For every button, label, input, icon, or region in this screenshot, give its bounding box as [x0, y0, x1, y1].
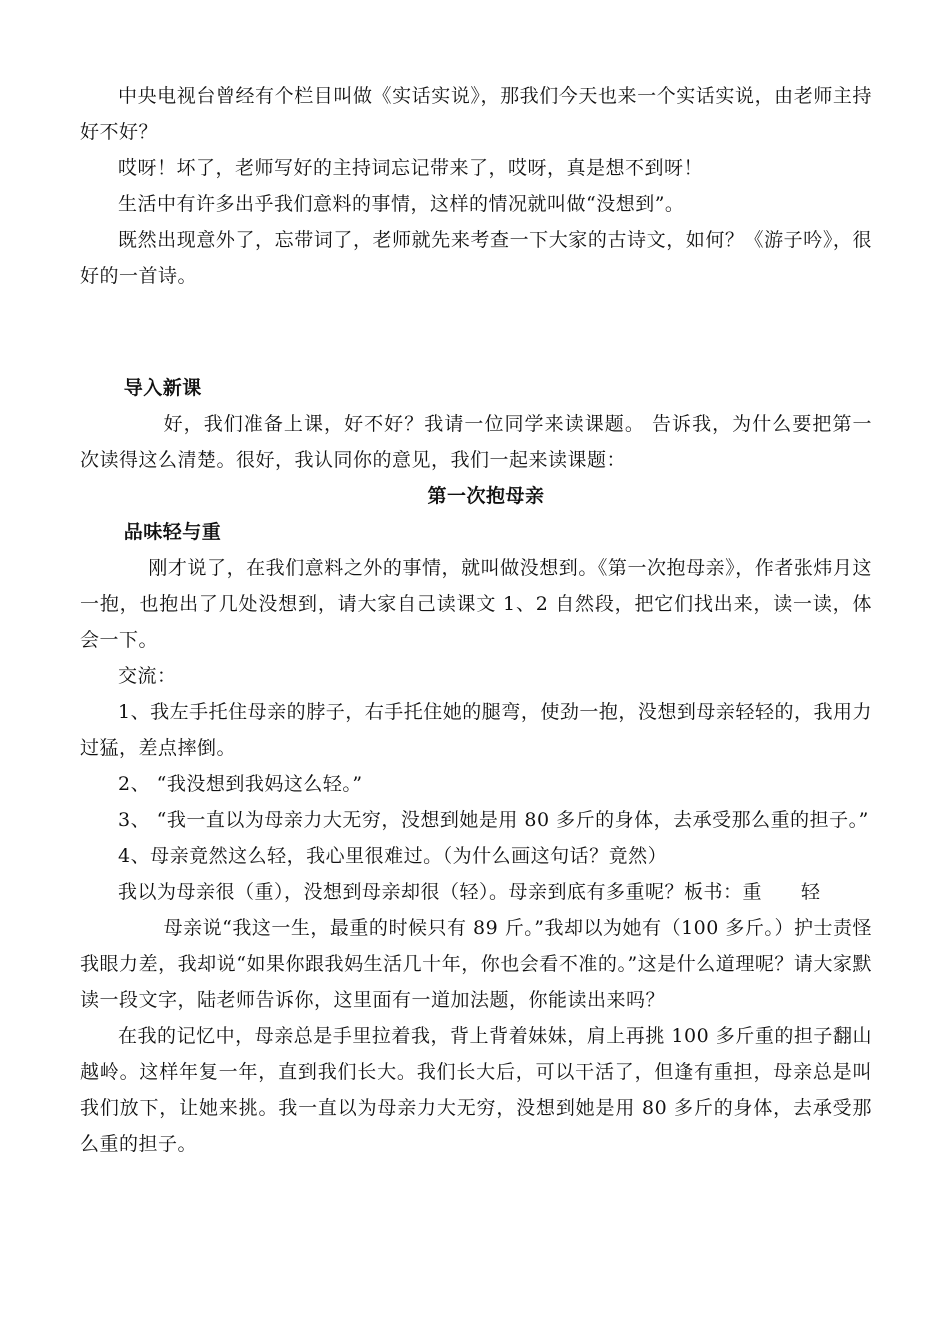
section1-paragraph: 好，我们准备上课，好不好？我请一位同学来读课题。 告诉我，为什么要把第一次读得这么清楚。很好，我认同你的意见，我们一起来读课题： [80, 413, 872, 471]
lesson-title: 第一次抱母亲 [427, 485, 545, 507]
intro-paragraph-1: 中央电视台曾经有个栏目叫做《实话实说》，那我们今天也来一个实话实说，由老师主持好不好？ [80, 85, 872, 143]
section-heading-intro: 导入新课 [123, 377, 202, 399]
section2-paragraph-1: 刚才说了，在我们意料之外的事情，就叫做没想到。《第一次抱母亲》，作者张炜月这一抱，也抱出了几处没想到，请大家自己读课文 1、2 自然段，把它们找出来，读一读，体会一下。 [80, 557, 872, 651]
section2-paragraph-3: 1、我左手托住母亲的脖子，右手托住她的腿弯，使劲一抱，没想到母亲轻轻的，我用力过猛，差点摔倒。 [80, 701, 872, 759]
section-spacer [80, 294, 872, 370]
section2-paragraph-8: 母亲说“我这一生，最重的时候只有 89 斤。”我却以为她有（100 多斤。）护士责怪我眼力差，我却说“如果你跟我妈生活几十年，你也会看不准的。”这是什么道理呢？请大家默读一段文字，陆老师告诉你，这里面有一道加法题，你能读出来吗？ [80, 917, 872, 1011]
intro-paragraph-3: 生活中有许多出乎我们意料的事情，这样的情况就叫做“没想到”。 [118, 193, 685, 215]
section2-paragraph-7: 我以为母亲很（重），没想到母亲却很（轻）。母亲到底有多重呢？板书：重 轻 [118, 881, 821, 903]
intro-paragraph-4: 既然出现意外了，忘带词了，老师就先来考查一下大家的古诗文，如何？《游子吟》，很好的一首诗。 [80, 229, 872, 287]
section2-paragraph-4: 2、 “我没想到我妈这么轻。” [118, 773, 363, 795]
section2-paragraph-6: 4、母亲竟然这么轻，我心里很难过。（为什么画这句话？竟然） [118, 845, 668, 867]
intro-paragraph-2: 哎呀！坏了，老师写好的主持词忘记带来了，哎呀，真是想不到呀！ [118, 157, 704, 179]
section-heading-weight: 品味轻与重 [123, 521, 222, 543]
section2-paragraph-5: 3、 “我一直以为母亲力大无穷，没想到她是用 80 多斤的身体，去承受那么重的担子。” [118, 809, 869, 831]
section2-paragraph-2: 交流： [118, 665, 177, 687]
document-page [80, 78, 872, 1162]
section2-paragraph-9: 在我的记忆中，母亲总是手里拉着我，背上背着妹妹，肩上再挑 100 多斤重的担子翻山越岭。这样年复一年，直到我们长大。我们长大后，可以干活了，但逢有重担，母亲总是叫我们放下，让她来挑。我一直以为母亲力大无穷，没想到她是用 80 多斤的身体，去承受那么重的担子。 [80, 1025, 872, 1155]
